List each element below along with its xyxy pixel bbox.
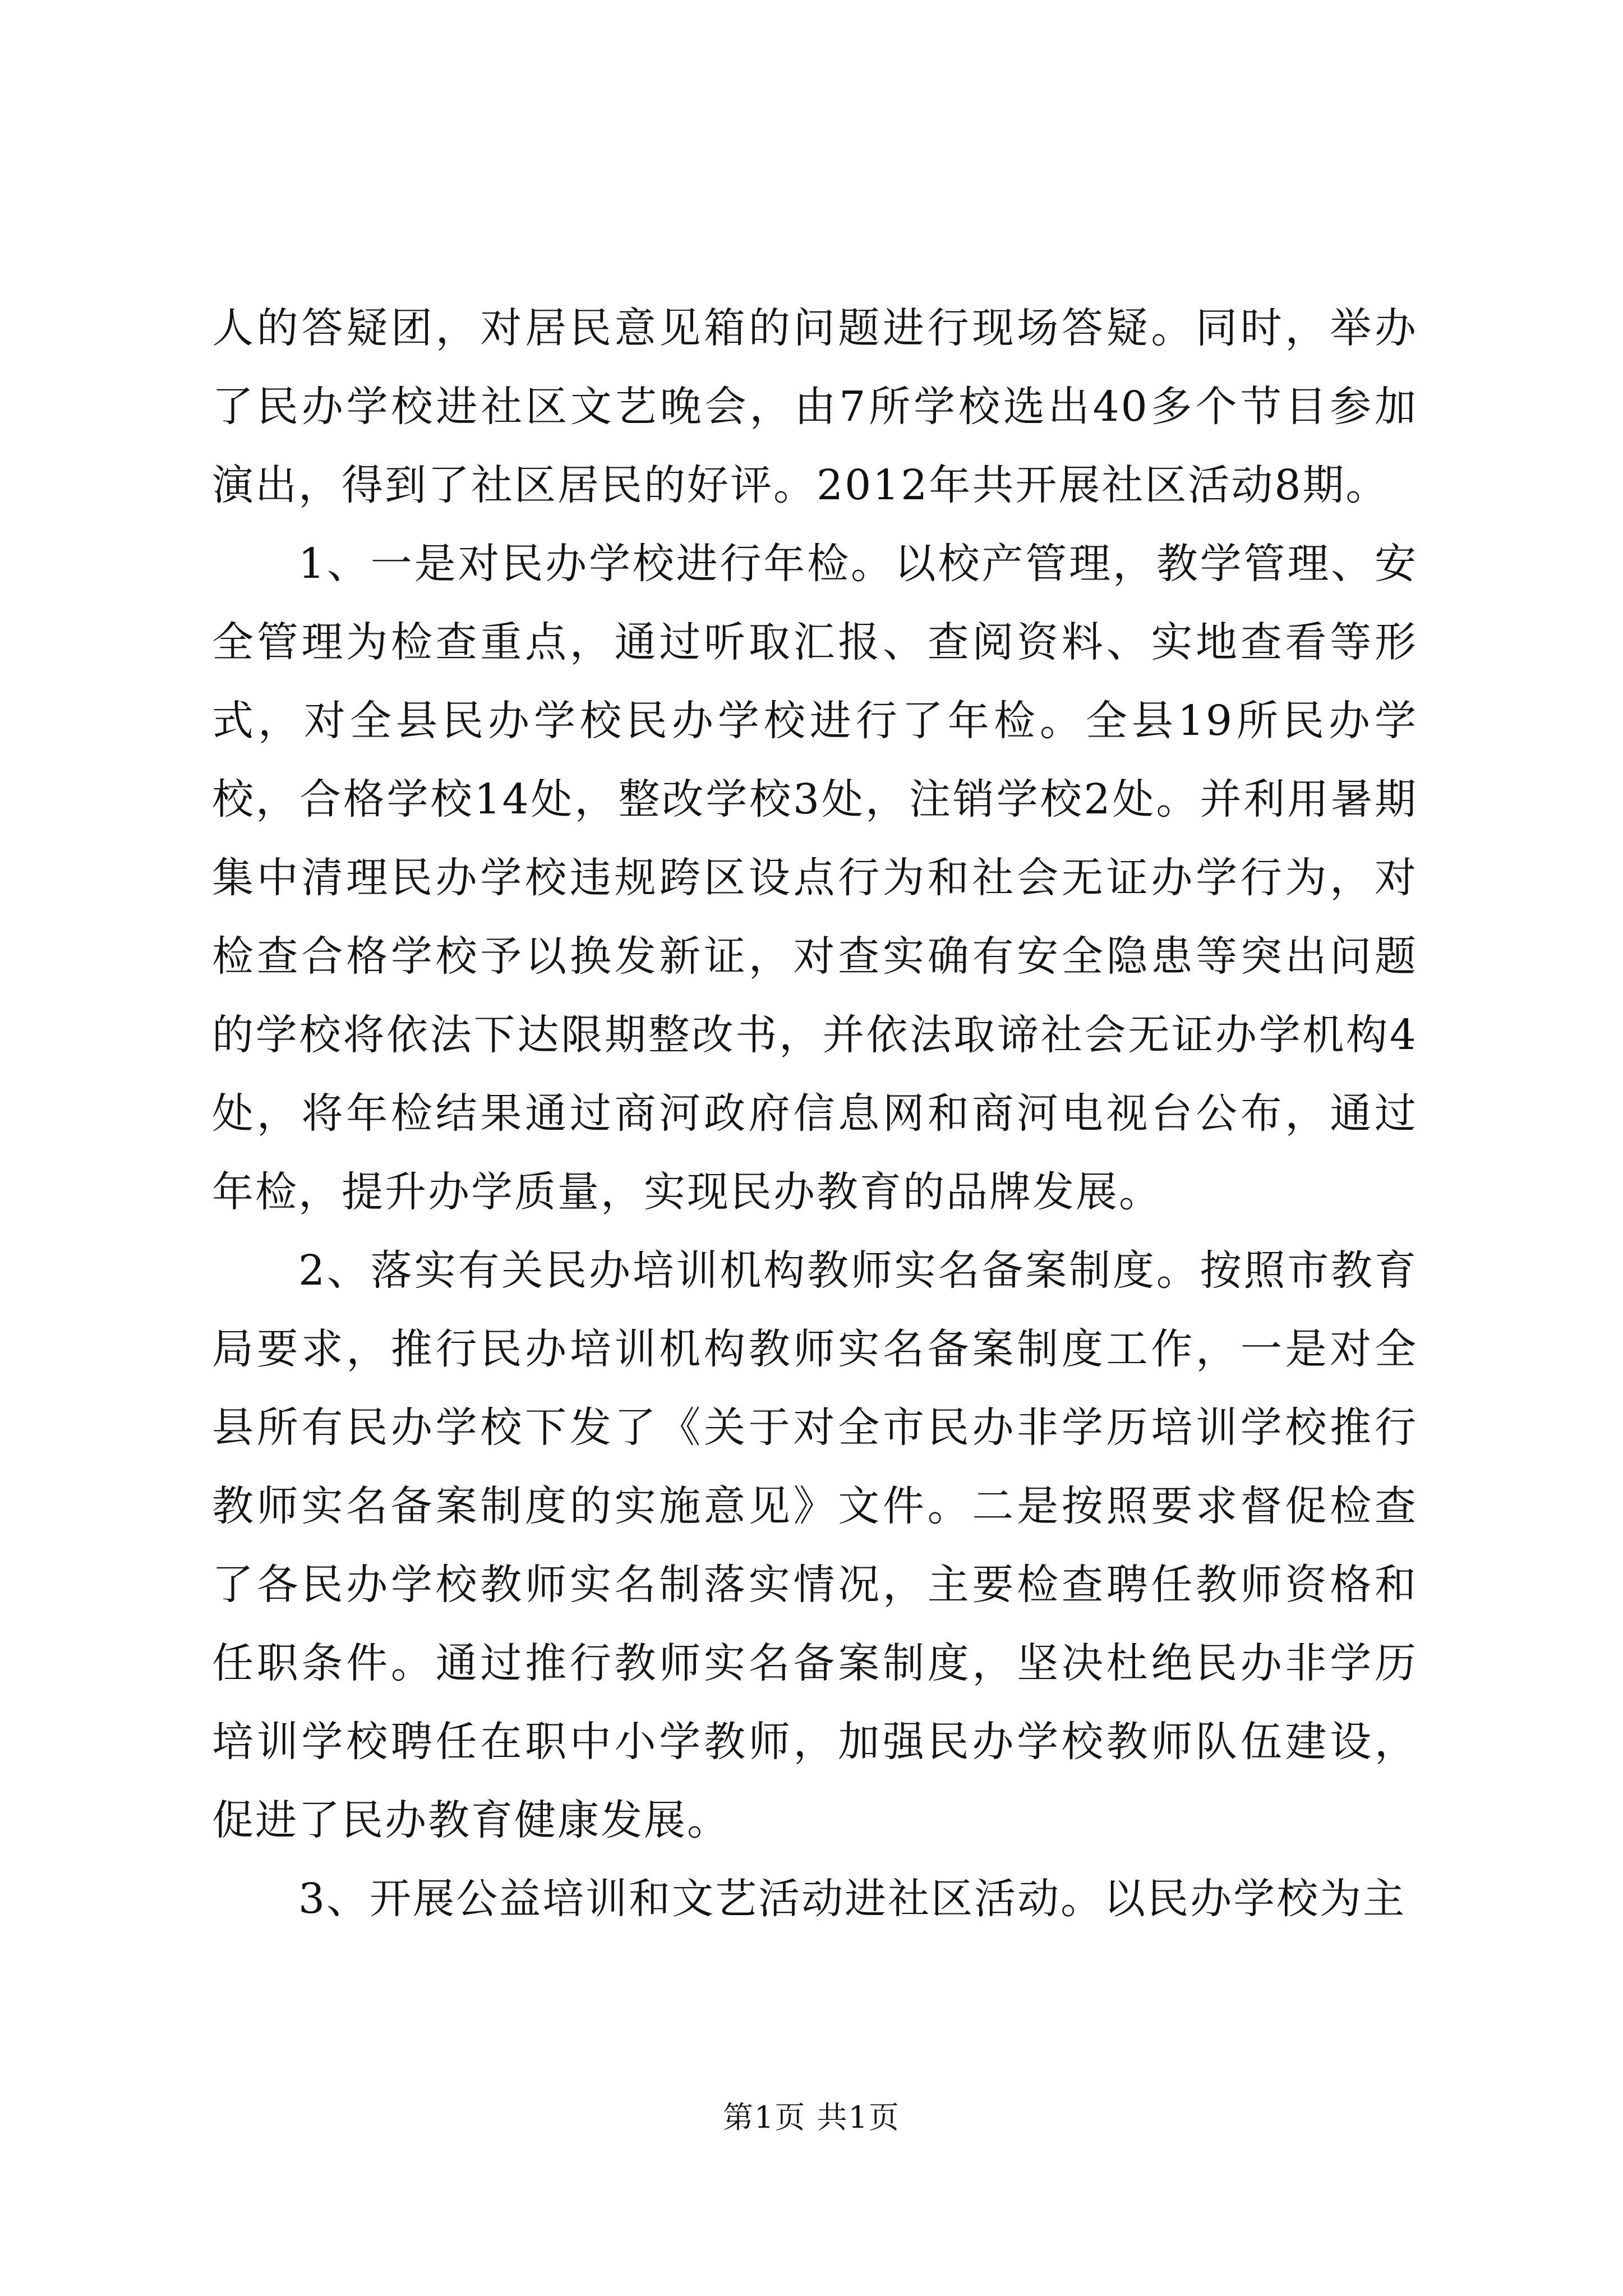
page-footer bbox=[0, 2098, 1623, 2137]
page-number-label: 第1页 共1页 bbox=[723, 2100, 900, 2135]
paragraph-4: 3、开展公益培训和文艺活动进社区活动。以民办学校为主 bbox=[298, 1875, 1407, 1923]
paragraph-1: 人的答疑团，对居民意见箱的问题进行现场答疑。同时，举办了民办学校进社区文艺晚会，由7所学校选出40多个节目参加演出，得到了社区居民的好评。2012年共开展社区活动8期。 bbox=[212, 304, 1418, 509]
document-body bbox=[212, 289, 1418, 1938]
paragraph-2: 1、一是对民办学校进行年检。以校产管理，教学管理、安全管理为检查重点，通过听取汇报、查阅资料、实地查看等形式，对全县民办学校民办学校进行了年检。全县19所民办学校，合格学校14处，整改学校3处，注销学校2处。并利用暑期集中清理民办学校违规跨区设点行为和社会无证办学行为，对检查合格学校予以换发新证，对查实确有安全隐患等突出问题的学校将依法下达限期整改书，并依法取谛社会无证办学机构4处，将年检结果通过商河政府信息网和商河电视台公布，通过年检，提升办学质量，实现民办教育的品牌发展。 bbox=[212, 540, 1418, 1216]
paragraph-3: 2、落实有关民办培训机构教师实名备案制度。按照市教育局要求，推行民办培训机构教师实名备案制度工作，一是对全县所有民办学校下发了《关于对全市民办非学历培训学校推行教师实名备案制度的实施意见》文件。二是按照要求督促检查了各民办学校教师实名制落实情况，主要检查聘任教师资格和任职条件。通过推行教师实名备案制度，坚决杜绝民办非学历培训学校聘任在职中小学教师，加强民办学校教师队伍建设，促进了民办教育健康发展。 bbox=[212, 1246, 1418, 1844]
